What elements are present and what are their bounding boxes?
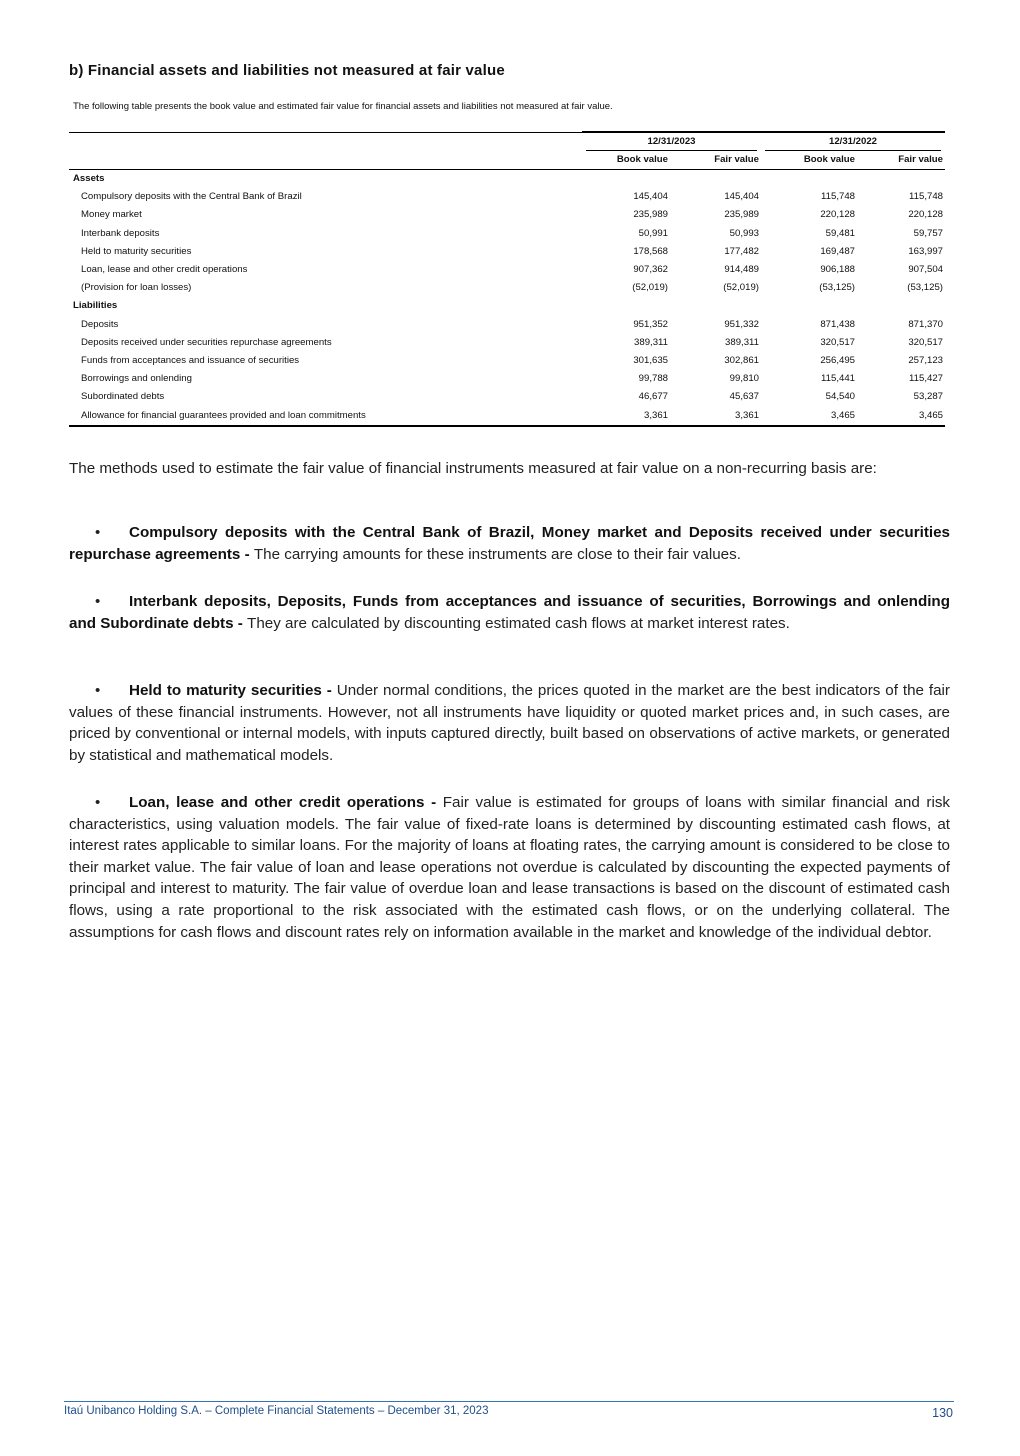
table-row (69, 243, 945, 261)
row-value: 115,748 (909, 191, 943, 203)
bullet-compulsory-deposits (69, 522, 950, 565)
table-row (69, 370, 945, 388)
row-value: 951,332 (724, 318, 759, 330)
section-title: Assets (73, 173, 105, 184)
row-value: 3,361 (582, 407, 670, 426)
bullet-icon: • (95, 593, 101, 610)
row-label: Money market (81, 209, 142, 221)
row-label: Funds from acceptances and issuance of securities (81, 355, 300, 367)
col-book-value-2023: Book value (582, 151, 670, 170)
row-value: 3,361 (670, 407, 761, 426)
row-value: 54,540 (825, 391, 855, 403)
bullet-loan-lease (69, 792, 950, 943)
section-row (69, 170, 945, 189)
row-value: 178,568 (633, 245, 668, 257)
bullet-icon: • (95, 524, 101, 541)
bullet-title: Loan, lease and other credit operations - (129, 794, 443, 811)
bullet-interbank-deposits (69, 591, 950, 634)
row-label: Deposits (81, 318, 119, 330)
table-row (69, 225, 945, 243)
row-label: Subordinated debts (81, 391, 165, 403)
row-value: 46,677 (638, 391, 668, 403)
table-row (69, 261, 945, 279)
row-value: 220,128 (908, 209, 943, 221)
methods-intro: The methods used to estimate the fair value of financial instruments measured at fair value on a non-recurring basis are: (69, 460, 877, 477)
row-value: 220,128 (820, 209, 855, 221)
row-value: 50,993 (729, 227, 759, 239)
row-value: 389,311 (634, 336, 668, 348)
table-body (69, 170, 945, 426)
table-row (69, 206, 945, 224)
row-value: 301,635 (633, 355, 668, 367)
row-value: 3,465 (761, 407, 857, 426)
section-heading: b) Financial assets and liabilities not measured at fair value (69, 62, 505, 79)
row-value: 163,997 (908, 245, 943, 257)
row-label: Borrowings and onlending (81, 373, 192, 385)
bullet-title: Compulsory deposits with the Central Bank of Brazil, Money market and Deposits received under securities repurchase agreements - (69, 524, 950, 563)
row-value: 906,188 (820, 264, 855, 276)
row-value: 235,989 (724, 209, 759, 221)
row-label: Loan, lease and other credit operations (81, 264, 248, 276)
table-row (69, 188, 945, 206)
table-row (69, 388, 945, 406)
bullet-title: Interbank deposits, Deposits, Funds from acceptances and issuance of securities, Borrowings and onlending and Subordinate debts - (69, 593, 950, 632)
row-label: Compulsory deposits with the Central Bank of Brazil (81, 191, 302, 203)
row-value: 320,517 (908, 336, 943, 348)
row-value: 871,370 (908, 318, 943, 330)
row-value: 907,362 (633, 264, 668, 276)
row-value: 115,748 (821, 191, 855, 203)
bullet-icon: • (95, 794, 101, 811)
bullet-text: Fair value is estimated for groups of loans with similar financial and risk characteristics, using valuation models. The fair value of fixed-rate loans is determined by discounting estimated cash flows, at interest rates applicable to similar loans. For the majority of loans at floating rates, the carrying amount is considered to be close to their market value. The fair value of loan and lease operations not overdue is calculated by discounting the expected payments of principal and interest to maturity. The fair value of overdue loan and lease transactions is based on the discount of estimated cash flows, using a rate proportional to the risk associated with the estimated cash flows, or on the underlying collateral. The assumptions for cash flows and discount rates rely on information available in the market and knowledge of the individual debtor. (69, 794, 951, 941)
bullet-icon: • (95, 682, 101, 699)
row-value: 145,404 (633, 191, 668, 203)
footer-divider (64, 1401, 954, 1402)
row-label: (Provision for loan losses) (81, 282, 192, 294)
row-value: 99,810 (729, 373, 759, 385)
col-fair-value-2022: Fair value (857, 151, 945, 170)
bullet-text: The carrying amounts for these instruments are close to their fair values. (253, 545, 741, 563)
row-value: 115,441 (821, 373, 855, 385)
bullet-text: They are calculated by discounting estimated cash flows at market interest rates. (247, 614, 790, 632)
row-value: 320,517 (820, 336, 855, 348)
row-value: 115,427 (909, 373, 943, 385)
section-row (69, 297, 945, 315)
row-value: 302,861 (724, 355, 759, 367)
row-value: 257,123 (908, 355, 943, 367)
table-row (69, 407, 945, 426)
table-row (69, 316, 945, 334)
bullet-held-to-maturity (69, 680, 950, 766)
row-value: (52,019) (632, 282, 668, 294)
fair-value-table (69, 131, 945, 427)
row-value: 53,287 (913, 391, 943, 403)
col-fair-value-2023: Fair value (670, 151, 761, 170)
row-value: 45,637 (729, 391, 759, 403)
row-value: 59,481 (825, 227, 855, 239)
row-value: 177,482 (724, 245, 759, 257)
table-row (69, 279, 945, 297)
col-book-value-2022: Book value (761, 151, 857, 170)
row-value: 50,991 (638, 227, 668, 239)
row-value: (53,125) (907, 282, 943, 294)
row-label: Allowance for financial guarantees provided and loan commitments (69, 407, 582, 426)
row-value: 907,504 (908, 264, 943, 276)
row-value: 59,757 (913, 227, 943, 239)
row-value: (52,019) (723, 282, 759, 294)
row-value: 256,495 (820, 355, 855, 367)
header-blank (69, 132, 582, 151)
page-number: 130 (932, 1406, 953, 1420)
row-value: 914,489 (724, 264, 759, 276)
table-row (69, 334, 945, 352)
row-value: 871,438 (820, 318, 855, 330)
row-label: Interbank deposits (81, 227, 160, 239)
row-label: Held to maturity securities (81, 245, 192, 257)
row-value: 951,352 (633, 318, 668, 330)
bullet-text: Under normal conditions, the prices quoted in the market are the best indicators of the fair values of these financial instruments. However, not all instruments have liquidity or quoted market prices and, in such cases, are priced by conventional or internal models, with inputs captured directly, built based on observations of active markets, or generated by statistical and mathematical models. (69, 682, 950, 764)
row-value: 3,465 (857, 407, 945, 426)
table-row (69, 352, 945, 370)
footer-text: Itaú Unibanco Holding S.A. – Complete Financial Statements – December 31, 2023 (64, 1405, 489, 1417)
period-header-2023: 12/31/2023 (582, 132, 761, 151)
row-value: 99,788 (638, 373, 668, 385)
row-value: (53,125) (819, 282, 855, 294)
header-label-blank (69, 151, 582, 170)
period-header-2022: 12/31/2022 (761, 132, 945, 151)
row-value: 169,487 (820, 245, 855, 257)
bullet-title: Held to maturity securities - (129, 682, 337, 699)
row-value: 389,311 (725, 336, 759, 348)
row-value: 145,404 (724, 191, 759, 203)
section-title: Liabilities (73, 300, 118, 312)
table-intro: The following table presents the book value and estimated fair value for financial assets and liabilities not measured at fair value. (73, 101, 613, 112)
row-value: 235,989 (633, 209, 668, 221)
row-label: Deposits received under securities repurchase agreements (81, 336, 332, 348)
